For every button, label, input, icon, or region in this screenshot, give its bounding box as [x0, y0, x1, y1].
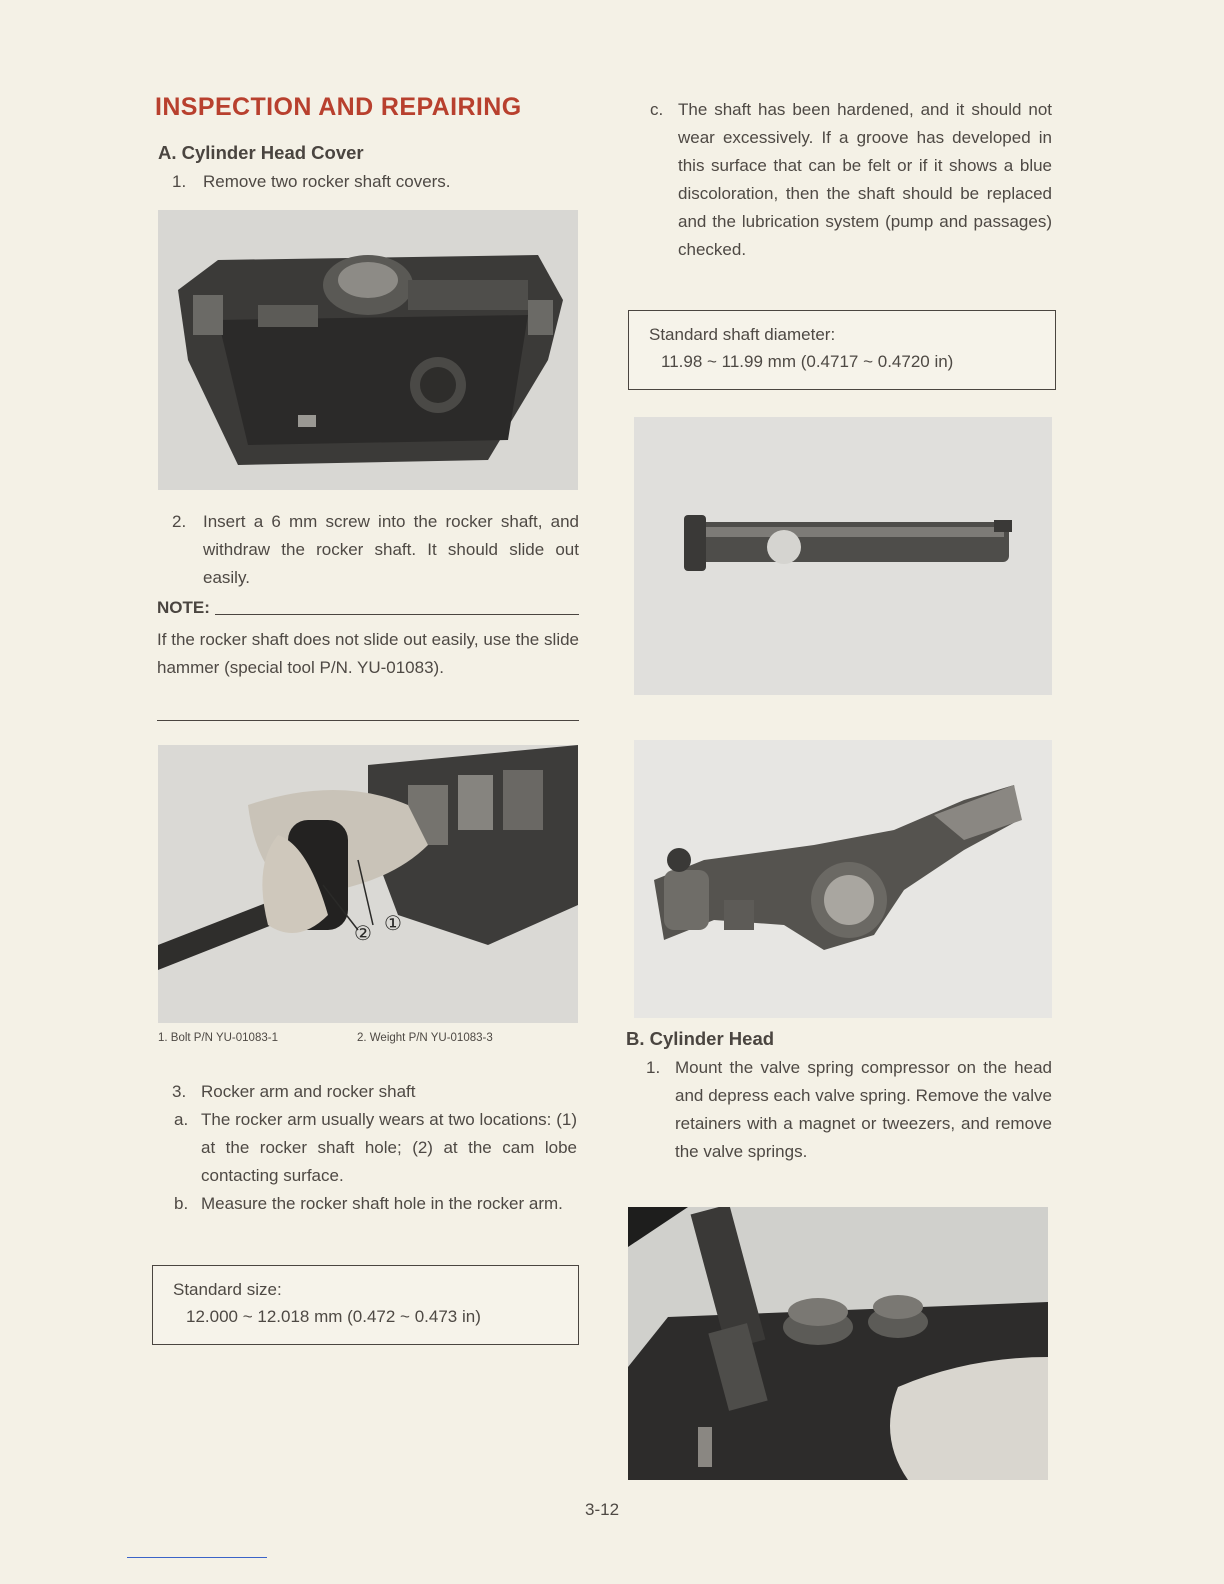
step-3a-text: The rocker arm usually wears at two locations: (1) at the rocker shaft hole; (2) at the cam lobe contacting surface. — [201, 1110, 577, 1185]
step-3b-text: Measure the rocker shaft hole in the rocker arm. — [201, 1194, 563, 1213]
section-b-heading: B. Cylinder Head — [626, 1028, 775, 1049]
step-3b-number: b. — [174, 1194, 189, 1213]
shaft-diameter-value: 11.98 ~ 11.99 mm (0.4717 ~ 0.4720 in) — [661, 352, 954, 371]
note-label: NOTE: — [157, 598, 210, 617]
step-2-number: 2. — [172, 512, 187, 531]
standard-size-label: Standard size: — [173, 1280, 282, 1299]
rocker-shaft-illustration — [634, 417, 1052, 695]
note-text: If the rocker shaft does not slide out easily, use the slide hammer (special tool P/N. YU-01083). — [157, 630, 579, 677]
step-b1-number: 1. — [646, 1058, 661, 1077]
valve-spring-compressor-photo — [628, 1207, 1048, 1480]
rocker-arm-illustration — [634, 740, 1052, 1018]
note-top-rule — [215, 614, 579, 615]
bottom-blue-line — [127, 1557, 267, 1558]
rocker-arm-photo — [634, 740, 1052, 1018]
caption-weight: 2. Weight P/N YU-01083-3 — [357, 1032, 493, 1044]
callout-1: ① — [384, 913, 402, 935]
step-c-number: c. — [650, 100, 664, 119]
step-2-text: Insert a 6 mm screw into the rocker shaft, and withdraw the rocker shaft. It should slide out easily. — [203, 512, 579, 587]
note-bottom-rule — [157, 720, 579, 721]
callout-2: ② — [354, 923, 372, 945]
caption-bolt: 1. Bolt P/N YU-01083-1 — [158, 1032, 278, 1044]
page-heading: INSPECTION AND REPAIRING — [155, 93, 522, 121]
step-3a-number: a. — [174, 1110, 189, 1129]
slide-hammer-photo — [158, 745, 578, 1023]
cylinder-head-cover-photo — [158, 210, 578, 490]
valve-spring-compressor-illustration — [628, 1207, 1048, 1480]
step-3-number: 3. — [172, 1082, 187, 1101]
shaft-diameter-label: Standard shaft diameter: — [649, 325, 836, 344]
rocker-shaft-photo — [634, 417, 1052, 695]
standard-size-box — [152, 1265, 579, 1345]
page-number: 3-12 — [585, 1500, 620, 1519]
step-b1-text: Mount the valve spring compressor on the head and depress each valve spring. Remove the valve retainers with a magnet or tweezers, and remove the valve springs. — [675, 1058, 1052, 1161]
cylinder-head-cover-illustration — [158, 210, 578, 490]
standard-size-value: 12.000 ~ 12.018 mm (0.472 ~ 0.473 in) — [186, 1307, 481, 1326]
shaft-diameter-box — [628, 310, 1056, 390]
slide-hammer-illustration — [158, 745, 578, 1023]
section-a-heading: A. Cylinder Head Cover — [158, 142, 364, 163]
step-3-text: Rocker arm and rocker shaft — [201, 1082, 416, 1101]
step-1-number: 1. — [172, 172, 187, 191]
step-1-text: Remove two rocker shaft covers. — [203, 172, 451, 191]
step-c-text: The shaft has been hardened, and it should not wear excessively. If a groove has developed in this surface that can be felt or if it shows a blue discoloration, then the shaft should be replaced and the lubrication system (pump and passages) checked. — [678, 100, 1052, 259]
